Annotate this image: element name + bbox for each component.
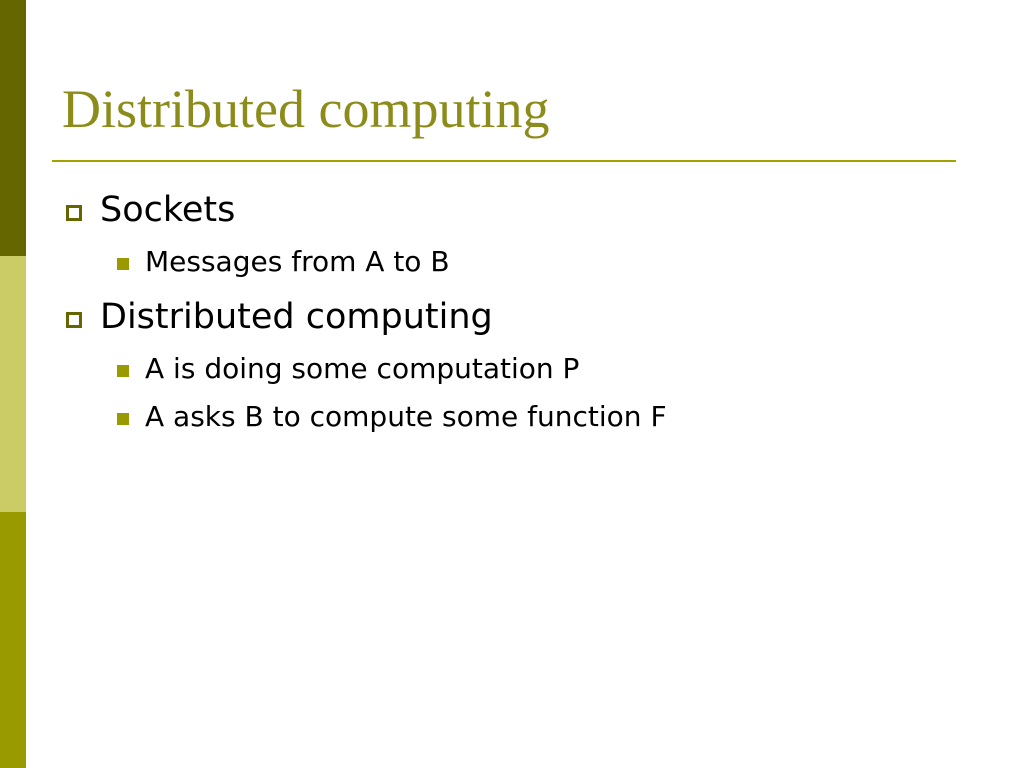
bullet-text: Sockets xyxy=(100,190,236,230)
bullet-item-distributed-computing xyxy=(100,297,493,337)
sub-bullet-item-computation xyxy=(145,353,579,385)
bullet-item-sockets xyxy=(100,190,235,230)
sub-bullet-item-function xyxy=(145,401,667,433)
filled-square-icon xyxy=(117,365,129,377)
hollow-square-icon xyxy=(66,312,82,328)
sub-bullet-item-messages xyxy=(145,246,450,278)
bullet-text: Messages from A to B xyxy=(145,245,450,278)
filled-square-icon xyxy=(117,413,129,425)
hollow-square-icon xyxy=(66,205,82,221)
bullet-text: A is doing some computation P xyxy=(145,352,580,385)
bullet-text: Distributed computing xyxy=(100,297,493,337)
filled-square-icon xyxy=(117,258,129,270)
slide-title: Distributed computing xyxy=(62,79,550,139)
bullet-text: A asks B to compute some function F xyxy=(145,400,667,433)
